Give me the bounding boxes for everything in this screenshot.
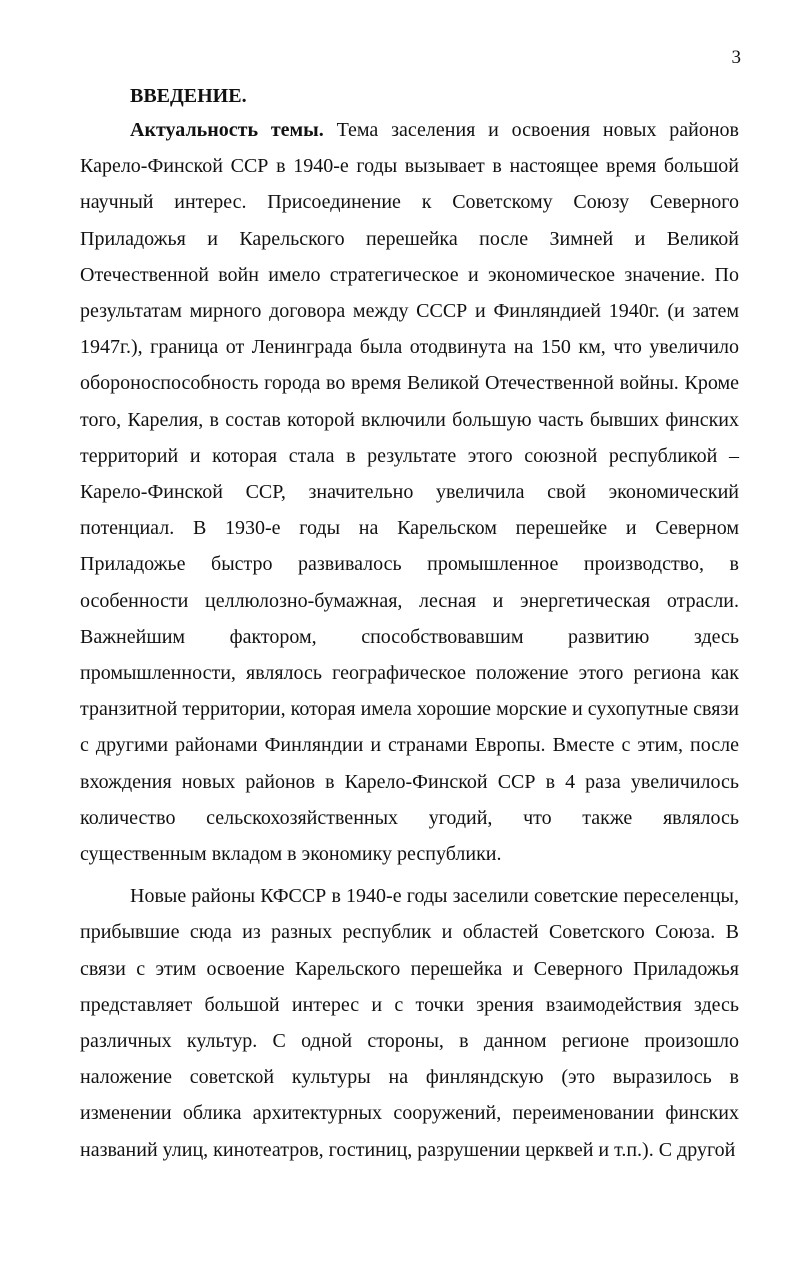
paragraph-lead: Актуальность темы. [130, 119, 324, 141]
document-body [80, 80, 739, 1168]
paragraph-new-districts [80, 878, 739, 1168]
section-heading: ВВЕДЕНИЕ. [130, 85, 247, 107]
paragraph-text: Тема заселения и освоения новых районов Карело-Финской ССР в 1940-е годы вызывает в настоящее время большой научный интерес. Присоединение к Советскому Союзу Северного Приладожья и Карельского перешейка после Зимней и Великой Отечественной войн имело стратегическое и экономическое значение. По результатам мирного договора между СССР и Финляндией 1940г. (и затем 1947г.), граница от Ленинграда была отодвинута на 150 км, что увеличило обороноспособность города во время Великой Отечественной войны. Кроме того, Карелия, в состав которой включили большую часть бывших финских территорий и которая стала в результате этого союзной республикой – Карело-Финской ССР, значительно увеличила свой экономический потенциал. В 1930-е годы на Карельском перешейке и Северном Приладожье быстро развивалось промышленное производство, в особенности целлюлозно-бумажная, лесная и энергетическая отрасли. Важнейшим фактором, способствовавшим развитию здесь промышленности, являлось географическое положение этого региона как транзитной территории, которая имела хорошие морские и сухопутные связи с другими районами Финляндии и странами Европы. Вместе с этим, после вхождения новых районов в Карело-Финской ССР в 4 раза увеличилось количество сельскохозяйственных угодий, что также являлось существенным вкладом в экономику республики. [80, 119, 739, 866]
page-number: 3 [731, 47, 741, 68]
paragraph-text: Новые районы КФССР в 1940-е годы заселили советские переселенцы, прибывшие сюда из разных республик и областей Советского Союза. В связи с этим освоение Карельского перешейка и Северного Приладожья представляет большой интерес и с точки зрения взаимодействия здесь различных культур. С одной стороны, в данном регионе произошло наложение советской культуры на финляндскую (это выразилось в изменении облика архитектурных сооружений, переименовании финских названий улиц, кинотеатров, гостиниц, разрушении церквей и т.п.). С другой [80, 885, 739, 1161]
paragraph-relevance [80, 112, 739, 872]
